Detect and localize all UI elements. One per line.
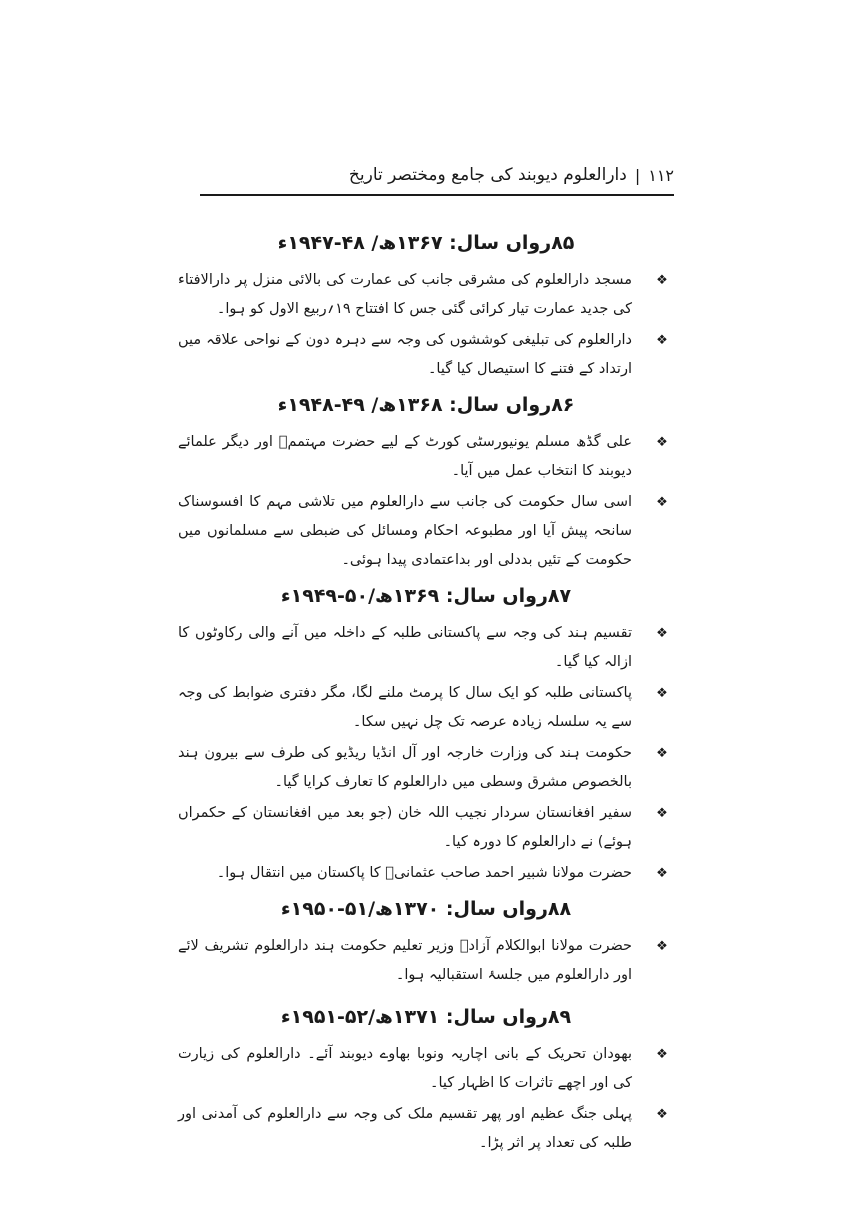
- section-items: [178, 619, 674, 888]
- book-title: دارالعلوم دیوبند کی جامع ومختصر تاریخ: [348, 165, 627, 185]
- item-text: تقسیم ہند کی وجہ سے پاکستانی طلبہ کے داخلہ میں آنے والی رکاوٹوں کا ازالہ کیا گیا۔: [178, 625, 632, 670]
- list-item: [178, 619, 674, 677]
- item-text: پاکستانی طلبہ کو ایک سال کا پرمٹ ملنے لگا، مگر دفتری ضوابط کی وجہ سے یہ سلسلہ زیادہ عرصہ تک چل نہیں سکا۔: [178, 685, 632, 730]
- diamond-bullet-icon: ❖: [656, 686, 668, 701]
- item-text: پہلی جنگ عظیم اور پھر تقسیم ملک کی وجہ سے دارالعلوم کی آمدنی اور طلبہ کی تعداد پر اثر پڑا۔: [178, 1106, 632, 1151]
- section-heading: ۸۷رواں سال: ۱۳۶۹ھ/۵۰-۱۹۴۹ء: [280, 585, 572, 607]
- item-text: دارالعلوم کی تبلیغی کوششوں کی وجہ سے دہرہ دون کے نواحی علاقہ میں ارتداد کے فتنے کا استیصال کیا گیا۔: [178, 332, 632, 377]
- list-item: [178, 739, 674, 797]
- diamond-bullet-icon: ❖: [656, 626, 668, 641]
- diamond-bullet-icon: ❖: [656, 1107, 668, 1122]
- list-item: [178, 859, 674, 888]
- section-year-88: [178, 892, 674, 990]
- section-year-87: [178, 579, 674, 888]
- item-text: سفیر افغانستان سردار نجیب اللہ خان (جو بعد میں افغانستان کے حکمراں ہوئے) نے دارالعلوم کا دورہ کیا۔: [178, 805, 632, 850]
- section-items: [178, 266, 674, 384]
- list-item: [178, 799, 674, 857]
- section-heading: ۸۶رواں سال: ۱۳۶۸ھ/ ۴۹-۱۹۴۸ء: [277, 394, 575, 416]
- section-items: [178, 428, 674, 575]
- diamond-bullet-icon: ❖: [656, 495, 668, 510]
- diamond-bullet-icon: ❖: [656, 273, 668, 288]
- section-heading: ۸۹رواں سال: ۱۳۷۱ھ/۵۲-۱۹۵۱ء: [280, 1006, 572, 1028]
- section-heading: ۸۵رواں سال: ۱۳۶۷ھ/ ۴۸-۱۹۴۷ء: [277, 232, 575, 254]
- item-text: اسی سال حکومت کی جانب سے دارالعلوم میں تلاشی مہم کا افسوسناک سانحہ پیش آیا اور مطبوعہ احکام ومسائل کی ضبطی سے مسلمانوں میں حکومت کے تئیں بددلی اور بداعتمادی پیدا ہوئی۔: [178, 494, 632, 568]
- section-items: [178, 932, 674, 990]
- diamond-bullet-icon: ❖: [656, 1047, 668, 1062]
- page-content: [178, 222, 674, 1160]
- diamond-bullet-icon: ❖: [656, 806, 668, 821]
- section-year-85: [178, 226, 674, 384]
- list-item: [178, 266, 674, 324]
- section-year-89: [178, 1000, 674, 1158]
- page-number: ۱۱۲: [648, 165, 674, 185]
- item-text: علی گڈھ مسلم یونیورسٹی کورٹ کے لیے حضرت مہتممؒ اور دیگر علمائے دیوبند کا انتخاب عمل میں آیا۔: [178, 434, 632, 479]
- list-item: [178, 1040, 674, 1098]
- section-items: [178, 1040, 674, 1158]
- diamond-bullet-icon: ❖: [656, 333, 668, 348]
- list-item: [178, 488, 674, 575]
- list-item: [178, 1100, 674, 1158]
- item-text: حکومت ہند کی وزارت خارجہ اور آل انڈیا ریڈیو کی طرف سے بیرون ہند بالخصوص مشرق وسطی میں دارالعلوم کا تعارف کرایا گیا۔: [178, 745, 632, 790]
- list-item: [178, 932, 674, 990]
- section-heading: ۸۸رواں سال: ۱۳۷۰ھ/۵۱-۱۹۵۰ء: [280, 898, 572, 920]
- list-item: [178, 326, 674, 384]
- item-text: بھودان تحریک کے بانی اچاریہ ونوبا بھاوے دیوبند آئے۔ دارالعلوم کی زیارت کی اور اچھے تاثرات کا اظہار کیا۔: [178, 1046, 632, 1091]
- diamond-bullet-icon: ❖: [656, 866, 668, 881]
- header-separator: |: [634, 165, 641, 185]
- list-item: [178, 679, 674, 737]
- item-text: مسجد دارالعلوم کی مشرقی جانب کی عمارت کی بالائی منزل پر دارالافتاء کی جدید عمارت تیار کرائی گئی جس کا افتتاح ۱۹؍ربیع الاول کو ہوا۔: [178, 272, 632, 317]
- diamond-bullet-icon: ❖: [656, 939, 668, 954]
- header-rule: [200, 194, 674, 196]
- list-item: [178, 428, 674, 486]
- diamond-bullet-icon: ❖: [656, 746, 668, 761]
- item-text: حضرت مولانا شبیر احمد صاحب عثمانیؒ کا پاکستان میں انتقال ہوا۔: [216, 865, 632, 881]
- diamond-bullet-icon: ❖: [656, 435, 668, 450]
- running-header: [200, 160, 674, 190]
- item-text: حضرت مولانا ابوالکلام آزادؒ وزیر تعلیم حکومت ہند دارالعلوم تشریف لائے اور دارالعلوم میں جلسۂ استقبالیہ ہوا۔: [178, 938, 632, 983]
- section-year-86: [178, 388, 674, 575]
